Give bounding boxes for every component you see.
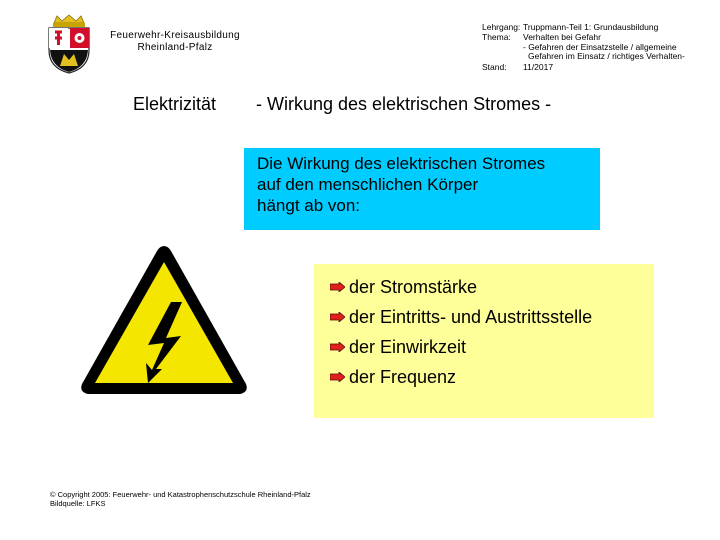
intro-line-1: Die Wirkung des elektrischen Stromes [257,154,546,173]
thema-label: Thema: [482,32,511,42]
thema-line-3: Gefahren im Einsatz / richtiges Verhalten- [528,51,685,61]
org-region: Rheinland-Pfalz [137,42,213,53]
org-name: Feuerwehr-Kreisausbildung [110,30,240,41]
arrow-bullet-icon [330,372,345,382]
list-item [330,306,592,328]
copyright-text: © Copyright 2005: Feuerwehr- und Katastrophenschutzschule Rheinland-Pfalz [50,490,311,499]
intro-line-2: auf den menschlichen Körper [257,175,479,194]
item-label: der Einwirkzeit [349,336,467,357]
image-source-text: Bildquelle: LFKS [50,499,106,508]
arrow-bullet-icon [330,312,345,322]
arrow-bullet-icon [330,282,345,292]
lehrgang-value: Truppmann-Teil 1: Grundausbildung [523,22,659,32]
item-label: der Frequenz [349,366,457,387]
stand-label: Stand: [482,62,507,72]
high-voltage-warning-icon [78,242,250,398]
item-label: der Stromstärke [349,276,478,297]
slide-subject: Elektrizität [133,94,217,114]
thema-line-1: Verhalten bei Gefahr [523,32,601,42]
thema-line-2: - Gefahren der Einsatzstelle / allgemeine [523,42,677,52]
intro-line-3: hängt ab von: [257,196,361,215]
list-item [330,336,466,358]
stand-value: 11/2017 [523,62,554,72]
intro-box [244,148,600,230]
list-item [330,366,456,388]
slide-title: - Wirkung des elektrischen Stromes - [256,94,552,114]
item-label: der Eintritts- und Austrittsstelle [349,306,593,327]
coat-of-arms-icon [46,14,92,74]
list-item [330,276,477,298]
arrow-bullet-icon [330,342,345,352]
lehrgang-label: Lehrgang: [482,22,521,32]
